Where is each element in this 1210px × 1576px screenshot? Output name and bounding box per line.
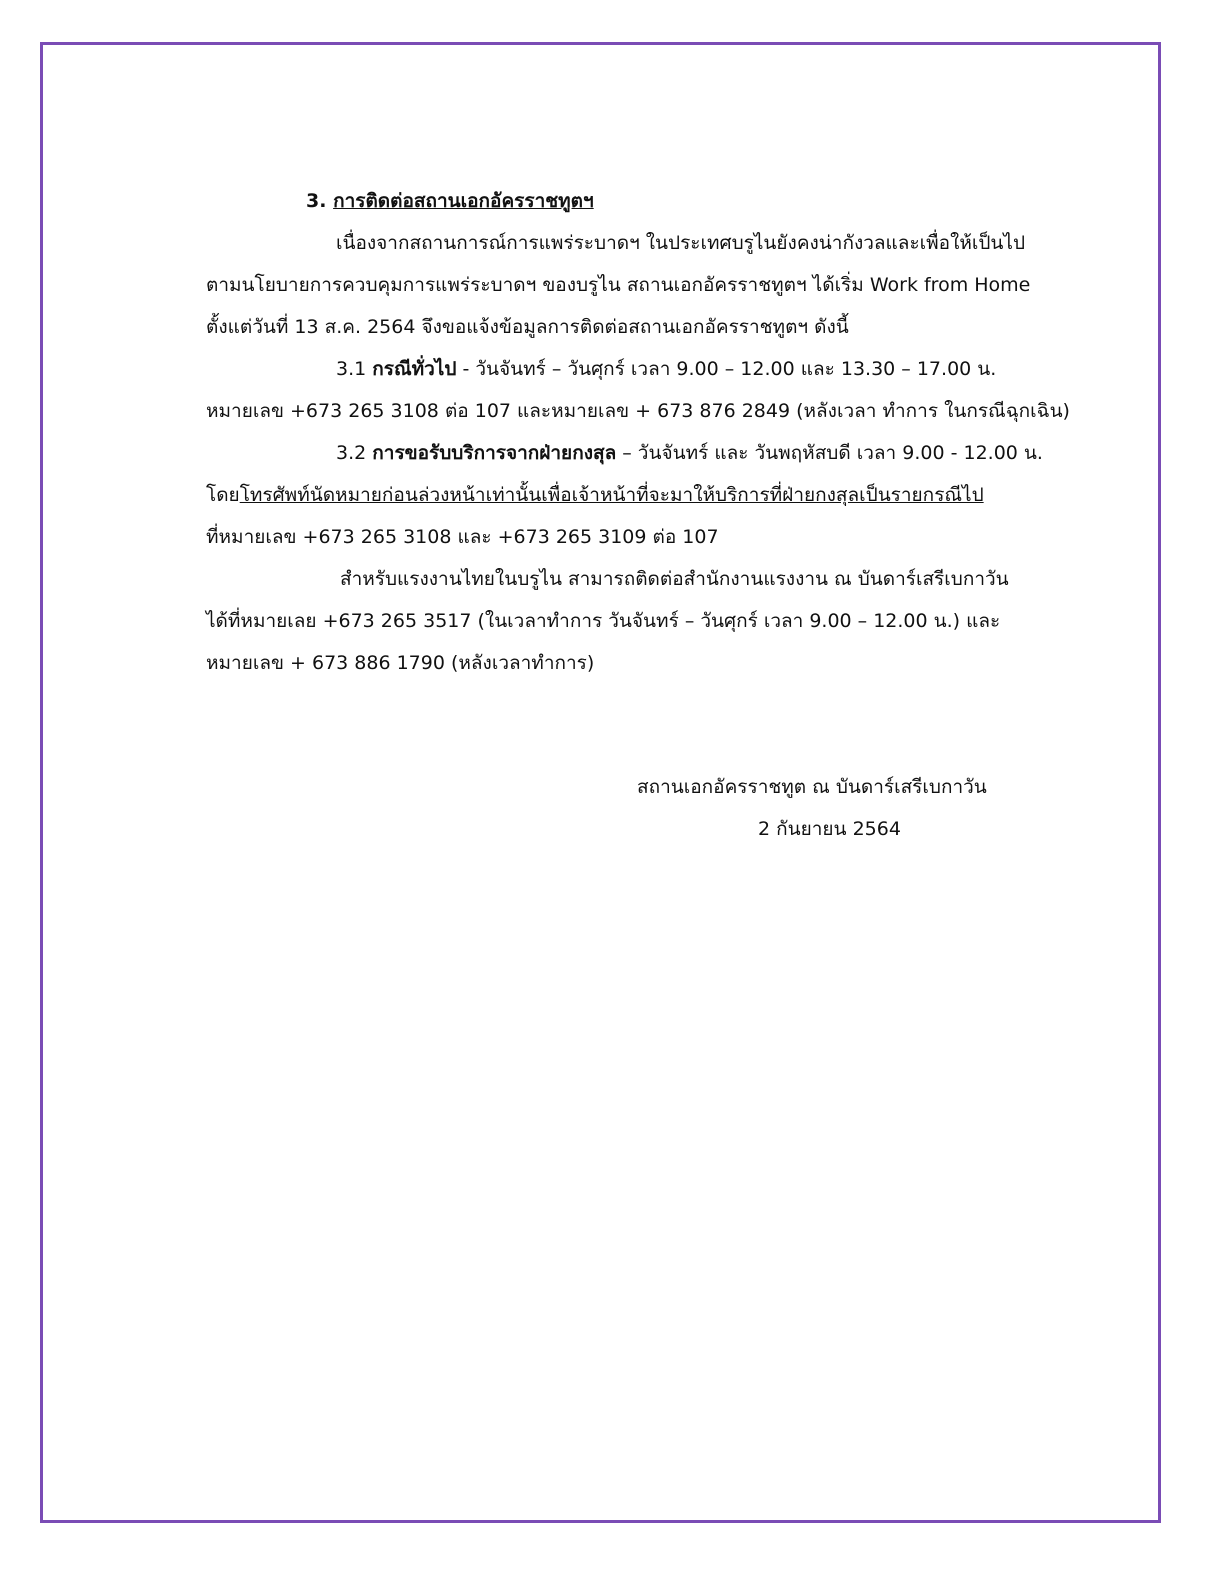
item-3-1-phones: หมายเลข +673 265 3108 ต่อ 107 และหมายเลข + 673 876 2849 (หลังเวลา ทำการ ในกรณีฉุกเฉิน): [206, 400, 1070, 422]
item-3-2-hours: – วันจันทร์ และ วันพฤหัสบดี เวลา 9.00 - 12.00 น.: [616, 442, 1043, 464]
intro-line-1: เนื่องจากสถานการณ์การแพร่ระบาดฯ ในประเทศบรูไนยังคงน่ากังวลและเพื่อให้เป็นไป: [336, 232, 1026, 254]
intro-line-2: ตามนโยบายการควบคุมการแพร่ระบาดฯ ของบรูไน สถานเอกอัครราชทูตฯ ได้เริ่ม Work from Home: [206, 274, 1031, 296]
item-3-2-number: 3.2: [336, 442, 367, 464]
item-3-2-prefix: โดย: [206, 484, 240, 506]
item-3-2: [336, 440, 1043, 466]
signature-date: 2 กันยายน 2564: [758, 818, 901, 840]
section-heading: [306, 188, 594, 214]
labour-line-2: ได้ที่หมายเลย +673 265 3517 (ในเวลาทำการ วันจันทร์ – วันศุกร์ เวลา 9.00 – 12.00 น.) และ: [206, 610, 1001, 632]
item-3-1-number: 3.1: [336, 358, 367, 380]
item-3-2-appointment-note: โทรศัพท์นัดหมายก่อนล่วงหน้าเท่านั้นเพื่อเจ้าหน้าที่จะมาให้บริการที่ฝ่ายกงสุลเป็นรายกรณีไป: [239, 484, 984, 506]
item-3-2-phones: ที่หมายเลข +673 265 3108 และ +673 265 3109 ต่อ 107: [206, 526, 719, 548]
signature-org: สถานเอกอัครราชทูต ณ บันดาร์เสรีเบกาวัน: [637, 776, 987, 798]
section-title: การติดต่อสถานเอกอัครราชทูตฯ: [333, 190, 594, 212]
item-3-1: [336, 356, 996, 382]
item-3-2-appointment: [206, 482, 984, 508]
item-3-2-label: การขอรับบริการจากฝ่ายกงสุล: [372, 442, 617, 464]
labour-line-3: หมายเลข + 673 886 1790 (หลังเวลาทำการ): [206, 652, 595, 674]
item-3-1-hours: - วันจันทร์ – วันศุกร์ เวลา 9.00 – 12.00 และ 13.30 – 17.00 น.: [456, 358, 997, 380]
section-number: 3.: [306, 190, 327, 212]
intro-line-3: ตั้งแต่วันที่ 13 ส.ค. 2564 จึงขอแจ้งข้อมูลการติดต่อสถานเอกอัครราชทูตฯ ดังนี้: [206, 316, 849, 338]
item-3-1-label: กรณีทั่วไป: [372, 358, 457, 380]
labour-line-1: สำหรับแรงงานไทยในบรูไน สามารถติดต่อสำนักงานแรงงาน ณ บันดาร์เสรีเบกาวัน: [340, 568, 1009, 590]
